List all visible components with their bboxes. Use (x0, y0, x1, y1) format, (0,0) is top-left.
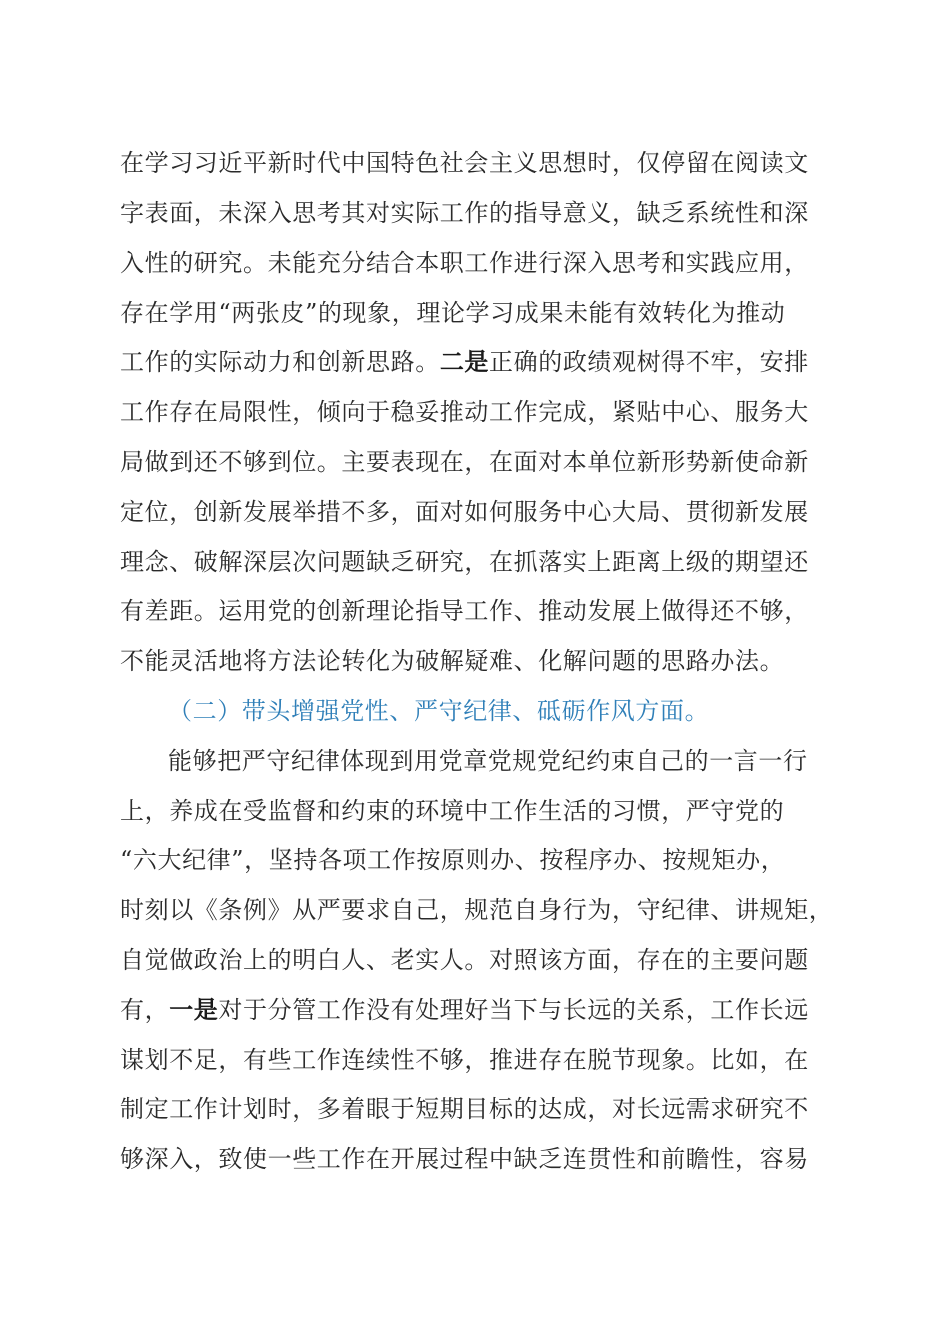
text-line (120, 995, 809, 1025)
text-line: 字表面，未深入思考其对实际工作的指导意义，缺乏系统性和深 (120, 199, 809, 227)
text-line: 理念、破解深层次问题缺乏研究，在抓落实上距离上级的期望还 (120, 548, 809, 576)
text-line: 工作存在局限性，倾向于稳妥推动工作完成，紧贴中心、服务大 (120, 398, 809, 426)
bold-marker: 一是 (169, 995, 219, 1024)
text-line: 自觉做政治上的明白人、老实人。对照该方面，存在的主要问题 (120, 946, 809, 974)
text-span: 正确的政绩观树得不牢，安排 (489, 348, 809, 376)
text-line: 能够把严守纪律体现到用党章党规党纪约束自己的一言一行 (168, 747, 808, 775)
text-line: 不能灵活地将方法论转化为破解疑难、化解问题的思路办法。 (120, 647, 785, 675)
text-line: “六大纪律”，坚持各项工作按原则办、按程序办、按规矩办， (120, 846, 786, 874)
text-span: 对于分管工作没有处理好当下与长远的关系，工作长远 (218, 996, 809, 1024)
text-line: 局做到还不够到位。主要表现在，在面对本单位新形势新使命新 (120, 448, 809, 476)
text-line: 在学习习近平新时代中国特色社会主义思想时，仅停留在阅读文 (120, 149, 809, 177)
text-line: 制定工作计划时，多着眼于短期目标的达成，对长远需求研究不 (120, 1095, 809, 1123)
text-span: 工作的实际动力和创新思路。 (120, 348, 440, 376)
text-line: 定位，创新发展举措不多，面对如何服务中心大局、贯彻新发展 (120, 498, 809, 526)
text-line: 入性的研究。未能充分结合本职工作进行深入思考和实践应用， (120, 249, 809, 277)
text-line: 有差距。运用党的创新理论指导工作、推动发展上做得还不够， (120, 597, 809, 625)
text-line: 谋划不足，有些工作连续性不够，推进存在脱节现象。比如，在 (120, 1046, 809, 1074)
text-line: 存在学用“两张皮”的现象，理论学习成果未能有效转化为推动 (120, 299, 786, 327)
text-line: 够深入，致使一些工作在开展过程中缺乏连贯性和前瞻性，容易 (120, 1145, 809, 1173)
text-line (120, 347, 809, 377)
bold-marker: 二是 (439, 347, 490, 376)
text-line: 上，养成在受监督和约束的环境中工作生活的习惯，严守党的 (120, 797, 785, 825)
section-heading: （二）带头增强党性、严守纪律、砥砺作风方面。 (168, 697, 710, 725)
text-span: 有， (120, 996, 170, 1024)
text-line: 时刻以《条例》从严要求自己，规范自身行为，守纪律、讲规矩， (120, 896, 834, 924)
